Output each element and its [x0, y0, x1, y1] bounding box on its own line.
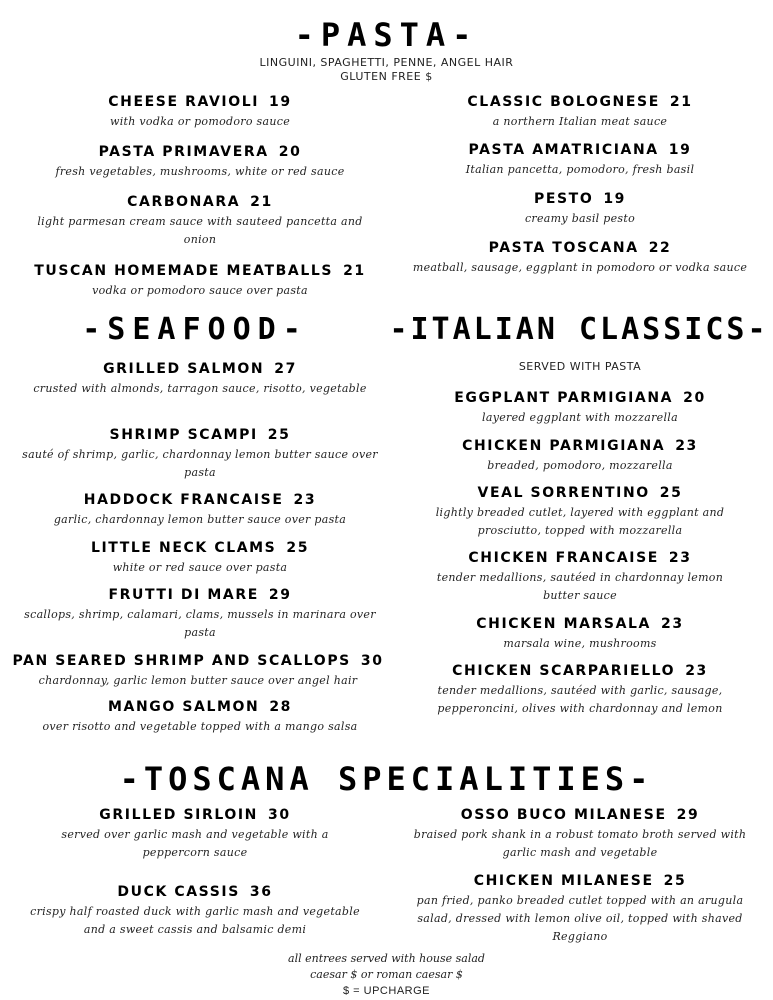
item-description: chardonnay, garlic lemon butter sauce over angel hair — [38, 674, 358, 687]
item-name: SHRIMP SCAMPI 25 — [109, 427, 291, 443]
menu-item — [395, 437, 765, 475]
item-description: breaded, pomodoro, mozzarella — [487, 459, 673, 472]
menu-item — [415, 484, 745, 540]
menu-item — [10, 806, 380, 862]
menu-item — [0, 652, 396, 690]
item-description: Italian pancetta, pomodoro, fresh basil — [465, 163, 695, 176]
italian-classics-subtitle: SERVED WITH PASTA — [518, 360, 642, 373]
item-description: white or red sauce over pasta — [112, 561, 288, 574]
item-name: CHICKEN FRANCAISE 23 — [468, 550, 692, 566]
item-name: VEAL SORRENTINO 25 — [477, 485, 683, 501]
item-name: MANGO SALMON 28 — [107, 699, 293, 715]
item-description: sauté of shrimp, garlic, chardonnay lemon butter sauce over pasta — [22, 448, 378, 479]
item-name: PASTA PRIMAVERA 20 — [98, 144, 302, 160]
item-description: fresh vegetables, mushrooms, white or red sauce — [55, 165, 345, 178]
menu-item — [10, 93, 390, 131]
menu-item — [395, 190, 765, 228]
menu-item — [420, 549, 740, 605]
menu-item — [10, 491, 390, 529]
item-description: crusted with almonds, tarragon sauce, risotto, vegetable — [33, 382, 367, 395]
menu-item — [395, 806, 765, 862]
item-description: creamy basil pesto — [524, 212, 636, 225]
menu-item — [395, 872, 765, 946]
item-description: garlic, chardonnay lemon butter sauce over pasta — [53, 513, 347, 526]
item-description: tender medallions, sautéed with garlic, sausage, pepperoncini, olives with chardonnay and lemon — [437, 684, 723, 715]
item-name: CHICKEN PARMIGIANA 23 — [462, 438, 698, 454]
menu-item — [395, 141, 765, 179]
menu-item — [10, 426, 390, 482]
item-description: light parmesan cream sauce with sauteed pancetta and onion — [37, 215, 363, 246]
item-name: GRILLED SALMON 27 — [103, 361, 297, 377]
item-description: a northern Italian meat sauce — [492, 115, 668, 128]
item-description: meatball, sausage, eggplant in pomodoro or vodka sauce — [412, 261, 748, 274]
item-description: served over garlic mash and vegetable with a peppercorn sauce — [61, 828, 329, 859]
item-description: tender medallions, sautéed in chardonnay lemon butter sauce — [436, 571, 724, 602]
footer-salad-note: all entrees served with house salad — [288, 952, 485, 965]
item-name: PESTO 19 — [533, 191, 627, 207]
item-description: braised pork shank in a robust tomato broth served with garlic mash and vegetable — [413, 828, 747, 859]
menu-item — [395, 615, 765, 653]
menu-item — [10, 262, 390, 300]
item-name: DUCK CASSIS 36 — [117, 884, 273, 900]
item-name: CARBONARA 21 — [127, 194, 273, 210]
menu-item — [395, 93, 765, 131]
menu-item — [20, 193, 380, 249]
item-name: PAN SEARED SHRIMP AND SCALLOPS 30 — [12, 653, 384, 669]
item-description: over risotto and vegetable topped with a mango salsa — [42, 720, 358, 733]
menu-item — [10, 698, 390, 736]
item-name: FRUTTI DI MARE 29 — [108, 587, 292, 603]
item-name: EGGPLANT PARMIGIANA 20 — [454, 390, 706, 406]
footer-caesar-note: caesar $ or roman caesar $ — [310, 968, 463, 981]
upcharge-legend: $ = UPCHARGE — [343, 985, 430, 997]
pasta-section-title: -PASTA- — [294, 16, 479, 54]
item-name: CHICKEN MILANESE 25 — [473, 873, 687, 889]
menu-item — [10, 586, 390, 642]
menu-item — [415, 662, 745, 718]
item-name: OSSO BUCO MILANESE 29 — [460, 807, 700, 823]
item-name: CLASSIC BOLOGNESE 21 — [467, 94, 693, 110]
item-name: LITTLE NECK CLAMS 25 — [90, 540, 310, 556]
item-description: layered eggplant with mozzarella — [482, 411, 678, 424]
pasta-subtitle: LINGUINI, SPAGHETTI, PENNE, ANGEL HAIR — [259, 56, 514, 69]
item-name: CHICKEN SCARPARIELLO 23 — [452, 663, 708, 679]
item-name: PASTA AMATRICIANA 19 — [468, 142, 692, 158]
menu-item — [20, 883, 370, 939]
item-name: HADDOCK FRANCAISE 23 — [83, 492, 317, 508]
item-description: marsala wine, mushrooms — [503, 637, 657, 650]
toscana-specialities-section-title: -TOSCANA SPECIALITIES- — [119, 760, 654, 798]
seafood-section-title: -SEAFOOD- — [82, 312, 308, 347]
item-description: pan fried, panko breaded cutlet topped with an arugula salad, dressed with lemon olive oil, topped with shaved Reggiano — [416, 894, 744, 943]
menu-item — [10, 143, 390, 181]
item-name: GRILLED SIRLOIN 30 — [99, 807, 291, 823]
menu-item — [10, 539, 390, 577]
italian-classics-section-title: -ITALIAN CLASSICS- — [389, 312, 769, 347]
menu-item — [408, 239, 752, 277]
item-name: CHEESE RAVIOLI 19 — [108, 94, 292, 110]
item-name: PASTA TOSCANA 22 — [488, 240, 672, 256]
item-description: vodka or pomodoro sauce over pasta — [92, 284, 308, 297]
menu-item — [395, 389, 765, 427]
item-description: with vodka or pomodoro sauce — [109, 115, 291, 128]
pasta-gluten-free-note: GLUTEN FREE $ — [340, 70, 433, 83]
item-description: lightly breaded cutlet, layered with eggplant and prosciutto, topped with mozzarella — [435, 506, 725, 537]
item-name: CHICKEN MARSALA 23 — [476, 616, 684, 632]
item-description: scallops, shrimp, calamari, clams, mussels in marinara over pasta — [24, 608, 376, 639]
menu-item — [10, 360, 390, 398]
item-description: crispy half roasted duck with garlic mash and vegetable and a sweet cassis and balsamic demi — [30, 905, 360, 936]
item-name: TUSCAN HOMEMADE MEATBALLS 21 — [34, 263, 366, 279]
